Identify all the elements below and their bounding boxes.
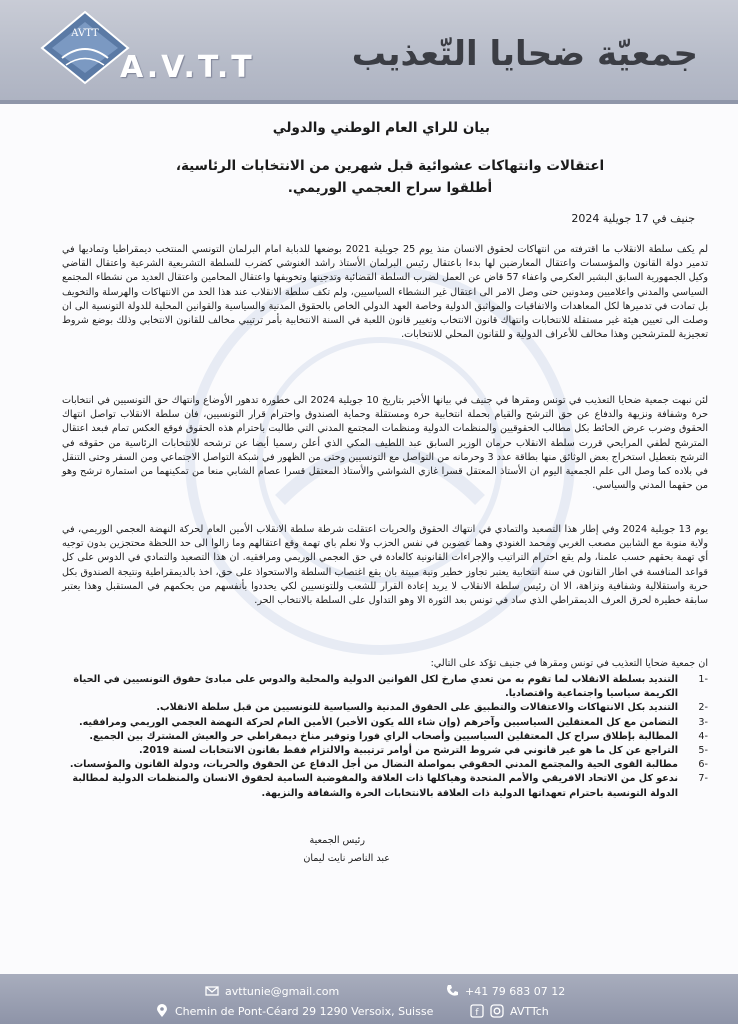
headline-line-1: اعتقالات وانتهاكات عشوائية قبل شهرين من الانتخابات الرئاسية، xyxy=(175,158,605,174)
footer-address xyxy=(155,1004,433,1018)
demand-item xyxy=(62,730,708,744)
social-media-icon xyxy=(470,1004,484,1018)
demand-number: -7 xyxy=(698,773,708,785)
demands-list xyxy=(62,673,708,801)
letterhead-footer xyxy=(0,974,738,1024)
demand-number: -5 xyxy=(698,745,708,757)
phone-text: +41 79 683 07 12 xyxy=(465,984,566,998)
footer-email[interactable] xyxy=(205,984,339,998)
demand-text: التضامن مع كل المعتقلين السياسيين وآخرهم (وإن شاء الله يكون الأخير) الأمين العام لحركة النهضة العجمي الوريمي ومرافقيه. xyxy=(78,716,678,728)
logo-wordmark: A.V.T.T xyxy=(120,50,255,85)
dateline: جنيف في 17 جويلية 2024 xyxy=(571,212,695,225)
paragraph-3: يوم 13 جويلية 2024 وفي إطار هذا التصعيد والتمادي في انتهاك الحقوق والحريات اعتقلت شرطة سلطة الانقلاب الأمين العام لحركة النهضة العجمي الوريمي، في ولاية منوبة مع الشابين مصعب الغربي ومحمد الغنودي وهما عضوين في نفس الحزب ولا نعلم باي تهمة وقع اعتقالهم وما زالوا الى حد اللحظة محتجزين بدون توجيه أي تهمة بحقهم حسب علمنا، ولم يقع احترام التراتيب والإجراءات القانونية كالعادة في حق العجمي الوريمي ومرافقيه. ان هذا التصعيد والتمادي في الدوس على كل قواعد المنافسة في اطار القانون في سنة انتخابية يعتبر تجاوز خطير ونية مبيتة بان يقع اغتصاب السلطة والاستحواذ على حق، اخذ بالديمقراطية ونتيجة الصندوق بكل حرية واستقلالية وشفافية ونزاهة، الا ان رئيس سلطة الانقلاب لا يريد إعادة القرار للشعب وللتونسيين لكي يحددوا بأنفسهم من يحكمهم في المستقبل وهذا يعتبر سابقة خطيرة لخرق العرف الديمقراطي الذي ساد في تونس بعد الثورة الا وهو التداول على السلطة بالانتخاب الحر. xyxy=(62,524,708,607)
location-pin-icon xyxy=(155,1004,169,1018)
demand-item xyxy=(62,758,708,772)
demand-number: -1 xyxy=(698,674,708,685)
letterhead-header xyxy=(0,0,738,100)
demand-text: التراجع عن كل ما هو غير قانوني في شروط الترشح من أوامر ترتيبية والالتزام فقط بقانون الانتخابات لسنة 2019. xyxy=(139,745,678,757)
avtt-logo xyxy=(40,10,130,85)
demand-text: مطالبة القوى الحية والمجتمع المدني الحقوقي بمواصلة النضال من أجل الدفاع عن الحقوق والحريات، ودولة القانون والمؤسسات. xyxy=(69,759,678,771)
paragraph-2: لئن نبهت جمعية ضحايا التعذيب في تونس ومقرها في جنيف في بيانها الأخير بتاريخ 10 جويلية 2024 الى خطورة تدهور الأوضاع وانتهاك حق التونسيين في انتخابات حرة وشفافة ونزيهة والدفاع عن حق الترشح والقيام بحملة انتخابية حرة ومستقلة وحماية الصندوق واحترام قرار التونسيين، فان سلطة الانقلاب تواصل انتهاك الحقوق وضرب عرض الحائط بكل مطالب الحقوقيين والمنظمات الدولية ومنظمات المجتمع المدني التي طالبت باحترام هذه الحقوق فوقع العكس تمام فبعد اعتقال المترشح لطفي المرايحي قررت سلطة الانقلاب حرمان الوزير السابق عبد اللطيف المكي الذي أعلن رسميا أيضا عن ترشحه للانتخابات الرئاسية من حقوقه في الترشح بتعطيل استخراج بعض الوثائق منها بطاقة عدد 3 وحرمانه من التواصل مع التونسيين وحتى من الظهور في شبكة التواصل الاجتماعي ومن السفر وحتى التنقل في بلاده كما وصل الى علم الجمعية اليوم ان الأستاذ المعتقل قسرا غازي الشواشي والأستاذ المعتقل قسرا عصام الشابي منعا من تمكينهما من استمارة ترشح وهو من حقهما المدني والسياسي. xyxy=(62,395,709,492)
demand-number: -6 xyxy=(698,759,708,771)
demand-text: التنديد بكل الانتهاكات والاعتقالات والتطبيق على الحقوق المدنية والسياسية للتونسيين من قبل سلطة الانقلاب. xyxy=(156,702,678,714)
signature-role: رئيس الجمعية xyxy=(309,835,365,846)
demand-item xyxy=(62,701,708,715)
demand-item xyxy=(62,772,708,800)
svg-text:f: f xyxy=(475,1008,479,1018)
instagram-icon xyxy=(490,1004,504,1018)
paragraph-1: لم يكف سلطة الانقلاب ما اقترفته من انتهاكات لحقوق الانسان منذ يوم 25 جويلية 2021 بوضعها للدبابة امام البرلمان التونسي المنتخب ديمقراطيا وتماديها في تدمير دولة القانون والمؤسسات واعتقال المعارضين لها بدءا باعتقال رئيس البرلمان الأستاذ راشد الغنوشي كضرب للسلطة التشريعية الشرعية واعتقال القاضي وكيل الجمهورية السابق البشير العكرمي واعفاء 57 قاض عن العمل لضرب السلطة القضائية وتدجينها وتخويفها واعتقال المحامين واعتقال العديد من نشطاء المجتمع السياسي والمدني واعلاميين ومدونين حتى وصل الامر الى اعتقال غير النشطاء السياسيين، ولم تكف سلطة الانقلاب عند هذا الحد من الانتهاكات والهرسلة والتخويف بل تمادت في تدميرها لكل المعاهدات والاتفاقيات والمواثيق الدولية وخاصة العهد الدولي الخاص بالحقوق المدنية والسياسية والقوانين المحلية للدولة التونسية الى ان وصلت الى تعيين هيئة غير مستقلة للانتخابات وانتهاك قانون الانتخاب وتغيير قانون اللعبة في السنة الانتخابية بأمر ترتيبي مخالف للقانون الانتخابي وذلك بوضع شروط تعجيزية للمترشحين وهذا مخالف للأعراف الدولية و للقانون المحلي للانتخابات. xyxy=(62,244,709,341)
address-text: Chemin de Pont-Céard 29 1290 Versoix, Suisse xyxy=(175,1004,434,1018)
demand-text: التنديد بسلطة الانقلاب لما تقوم به من تعدي صارخ لكل القوانين الدولية والمحلية والدوس على مبادئ حقوق التونسيين في الحياة الكريمة سياسيا واجتماعية واقتصاديا. xyxy=(73,674,678,700)
demand-item xyxy=(62,673,708,701)
signature-name: عبد الناصر نايت ليمان xyxy=(303,853,390,864)
demand-text: المطالبة بإطلاق سراح كل المعتقلين السياسيين وأصحاب الراي فورا وتوفير مناخ ديمقراطي حر والعيش المشترك بين الجميع. xyxy=(89,730,678,742)
phone-icon xyxy=(445,984,459,998)
statement-title: بيان للراي العام الوطني والدولي xyxy=(272,120,490,136)
demand-number: -2 xyxy=(698,702,708,714)
headline-line-2: أطلقوا سراح العجمي الوريمي. xyxy=(287,180,493,196)
header-divider xyxy=(0,100,738,104)
footer-social[interactable] xyxy=(470,1004,549,1018)
footer-phone[interactable] xyxy=(445,984,565,998)
email-text: avttunie@gmail.com xyxy=(225,984,340,998)
demand-text: ندعو كل من الاتحاد الافريقي والأمم المتحدة وهياكلها ذات العلاقة والمفوضية السامية لحقوق الانسان والمنظمات الدولية لمطالبة الدولة التونسية باحترام تعهداتها الدولية ذات العلاقة بالانتخابات الحرة والشفافة والنزيهة. xyxy=(72,773,678,799)
demands-intro: ان جمعية ضحايا التعذيب في تونس ومقرها في جنيف تؤكد على التالي: xyxy=(430,658,708,669)
demand-item xyxy=(62,744,708,758)
demand-number: -3 xyxy=(698,716,708,728)
demand-item xyxy=(62,716,708,730)
logo-small-text: AVTT xyxy=(71,28,99,39)
email-icon xyxy=(205,984,219,998)
statement-headline xyxy=(95,155,685,199)
organization-name: جمعيّة ضحايا التّعذيب xyxy=(351,34,698,74)
demand-number: -4 xyxy=(698,730,708,742)
social-handle-text: AVTTch xyxy=(510,1004,549,1018)
